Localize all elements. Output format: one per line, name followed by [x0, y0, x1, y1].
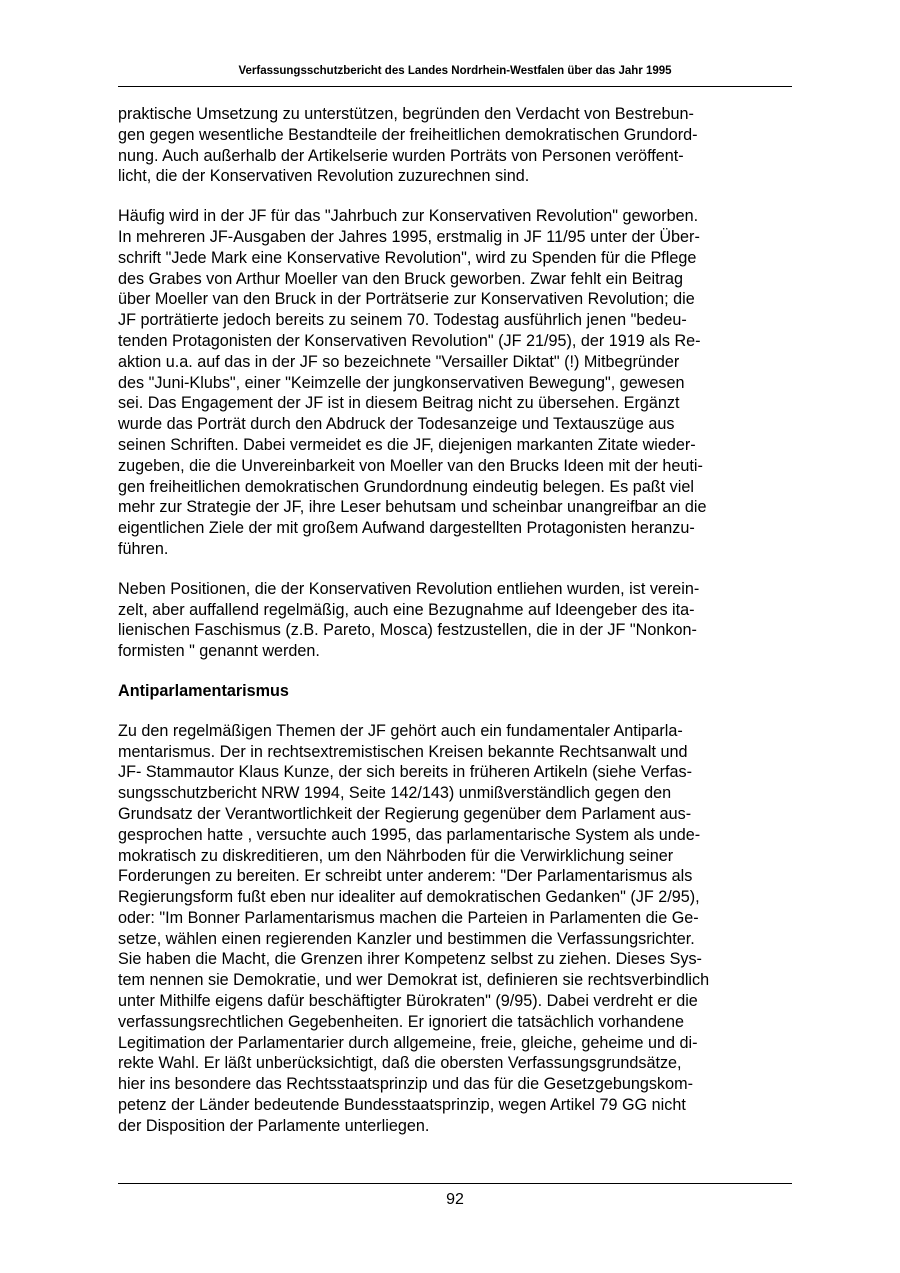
- running-header-title: Verfassungsschutzbericht des Landes Nordrhein-Westfalen über das Jahr 1995: [238, 65, 672, 77]
- footer-rule: [118, 1183, 792, 1184]
- paragraph-gap: [118, 187, 790, 206]
- paragraph-gap: [118, 662, 790, 681]
- paragraph-gap: [118, 560, 790, 579]
- paragraph-gap: [118, 702, 790, 721]
- page-body: [118, 104, 790, 1137]
- paragraph-4: Zu den regelmäßigen Themen der JF gehört auch ein fundamentaler Antiparla- mentarismus. Der in rechtsextremistischen Kreisen bekannte Rechtsanwalt und JF- Stammautor Klaus Kunze, der sich bereits in früheren Artikeln (siehe Verfas- sungsschutzbericht NRW 1994, Seite 142/143) unmißverständlich gegen den Grundsatz der Verantwortlichkeit der Regierung gegenüber dem Parlament aus- gesprochen hatte , versuchte auch 1995, das parlamentarische System als unde- mokratisch zu diskreditieren, um den Nährboden für die Verwirklichung seiner Forderungen zu bereiten. Er schreibt unter anderem: "Der Parlamentarismus als Regierungsform fußt eben nur idealiter auf demokratischen Gedanken" (JF 2/95), oder: "Im Bonner Parlamentarismus machen die Parteien in Parlamenten die Ge- setze, wählen einen regierenden Kanzler und bestimmen die Verfassungsrichter. Sie haben die Macht, die Grenzen ihrer Kompetenz selbst zu ziehen. Dieses Sys- tem nennen sie Demokratie, und wer Demokrat ist, definieren sie rechtsverbindlich unter Mithilfe eigens dafür beschäftigter Bürokraten" (9/95). Dabei verdreht er die verfassungsrechtlichen Gegebenheiten. Er ignoriert die tatsächlich vorhandene Legitimation der Parlamentarier durch allgemeine, freie, gleiche, geheime und di- rekte Wahl. Er läßt unberücksichtigt, daß die obersten Verfassungsgrundsätze, hier ins besondere das Rechtsstaatsprinzip und das für die Gesetzgebungskom- petenz der Länder bedeutende Bundesstaatsprinzip, wegen Artikel 79 GG nicht der Disposition der Parlamente unterliegen.: [118, 721, 710, 1135]
- paragraph-3: Neben Positionen, die der Konservativen Revolution entliehen wurden, ist verein- zelt, aber auffallend regelmäßig, auch eine Bezugnahme auf Ideengeber des ita- lienischen Faschismus (z.B. Pareto, Mosca) festzustellen, die in der JF "Nonkon- formisten " genannt werden.: [118, 579, 700, 661]
- paragraph-2: Häufig wird in der JF für das "Jahrbuch zur Konservativen Revolution" geworben. In mehreren JF-Ausgaben der Jahres 1995, erstmalig in JF 11/95 unter der Über- schrift "Jede Mark eine Konservative Revolution", wird zu Spenden für die Pflege des Grabes von Arthur Moeller van den Bruck geworben. Zwar fehlt ein Beitrag über Moeller van den Bruck in der Porträtserie zur Konservativen Revolution; die JF porträtierte jedoch bereits zu seinem 70. Todestag ausführlich jenen "bedeu- tenden Protagonisten der Konservativen Revolution" (JF 21/95), der 1919 als Re- aktion u.a. auf das in der JF so bezeichnete "Versailler Diktat" (!) Mitbegründer des "Juni-Klubs", einer "Keimzelle der jungkonservativen Bewegung", gewesen sei. Das Engagement der JF ist in diesem Beitrag nicht zu übersehen. Ergänzt wurde das Porträt durch den Abdruck der Todesanzeige und Textauszüge aus seinen Schriften. Dabei vermeidet es die JF, diejenigen markanten Zitate wieder- zugeben, die die Unvereinbarkeit von Moeller van den Brucks Ideen mit der heuti- gen freiheitlichen demokratischen Grundordnung eindeutig belegen. Es paßt viel mehr zur Strategie der JF, ihre Leser behutsam und scheinbar unangreifbar an die eigentlichen Ziele der mit großem Aufwand dargestellten Protagonisten heranzu- führen.: [118, 207, 707, 558]
- page-number: 92: [446, 1191, 464, 1208]
- section-heading: Antiparlamentarismus: [118, 681, 289, 700]
- paragraph-1: praktische Umsetzung zu unterstützen, begründen den Verdacht von Bestrebun- gen gegen wesentliche Bestandteile der freiheitlichen demokratischen Grundord- nung. Auch außerhalb der Artikelserie wurden Porträts von Personen veröffent- licht, die der Konservativen Revolution zuzurechnen sind.: [118, 105, 698, 186]
- header-rule: [118, 86, 792, 87]
